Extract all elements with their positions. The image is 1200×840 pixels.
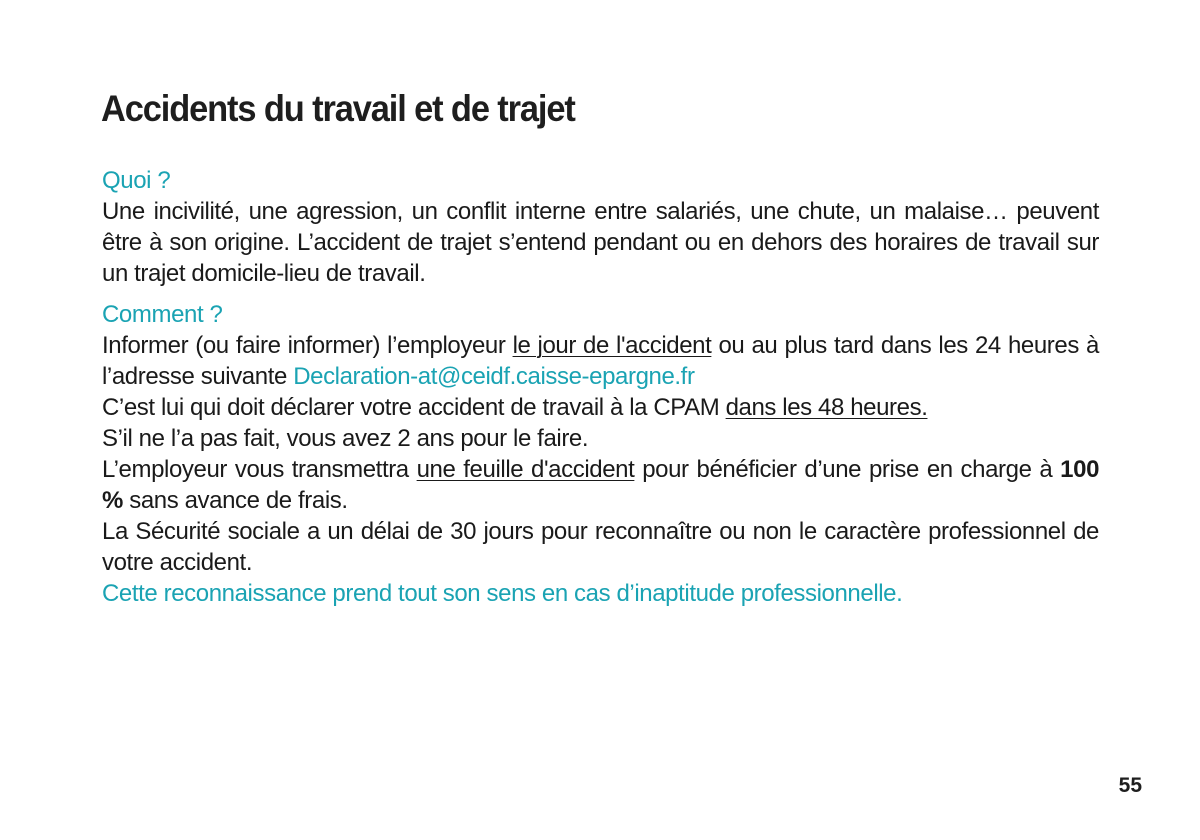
page-number: 55 bbox=[1118, 774, 1142, 797]
document-body bbox=[102, 165, 1099, 609]
inform-text-b: ou au plus tard dans les 24 heures à l’adresse suivante bbox=[102, 332, 1099, 390]
comment-paragraph-delay: S’il ne l’a pas fait, vous avez 2 ans pour le faire. bbox=[102, 425, 589, 452]
accident-sheet-link[interactable]: une feuille d'accident bbox=[416, 456, 635, 483]
comment-paragraph-form bbox=[102, 454, 1099, 516]
comment-paragraph-cpam bbox=[102, 392, 1099, 423]
section-heading-comment: Comment ? bbox=[102, 301, 223, 328]
comment-paragraph-recognition: La Sécurité sociale a un délai de 30 jours pour reconnaître ou non le caractère professionnel de votre accident. bbox=[102, 518, 1099, 576]
inform-text-a: Informer (ou faire informer) l’employeur bbox=[102, 332, 513, 359]
cpam-text-a: C’est lui qui doit déclarer votre accident de travail à la CPAM bbox=[102, 394, 726, 421]
forty-eight-hours-link[interactable]: dans les 48 heures. bbox=[725, 394, 928, 421]
comment-paragraph-inform bbox=[102, 330, 1099, 392]
quoi-paragraph: Une incivilité, une agression, un conflit interne entre salariés, une chute, un malaise… peuvent être à son origine. L’accident de trajet s’entend pendant ou en dehors des horaires de travail sur un trajet domicile-lieu de travail. bbox=[102, 198, 1099, 287]
form-text-b: pour bénéficier d’une prise en charge à bbox=[634, 456, 1061, 483]
coverage-percent: 100 % bbox=[102, 456, 1100, 514]
form-text-a: L’employeur vous transmettra bbox=[102, 456, 417, 483]
accident-day-link[interactable]: le jour de l'accident bbox=[512, 332, 712, 359]
declaration-email-link[interactable]: Declaration-at@ceidf.caisse-epargne.fr bbox=[293, 363, 695, 390]
section-heading-quoi: Quoi ? bbox=[102, 167, 171, 194]
page-title: Accidents du travail et de trajet bbox=[101, 88, 575, 129]
form-text-c: sans avance de frais. bbox=[122, 487, 348, 514]
comment-paragraph-inaptitude: Cette reconnaissance prend tout son sens en cas d’inaptitude professionnelle. bbox=[102, 580, 903, 607]
